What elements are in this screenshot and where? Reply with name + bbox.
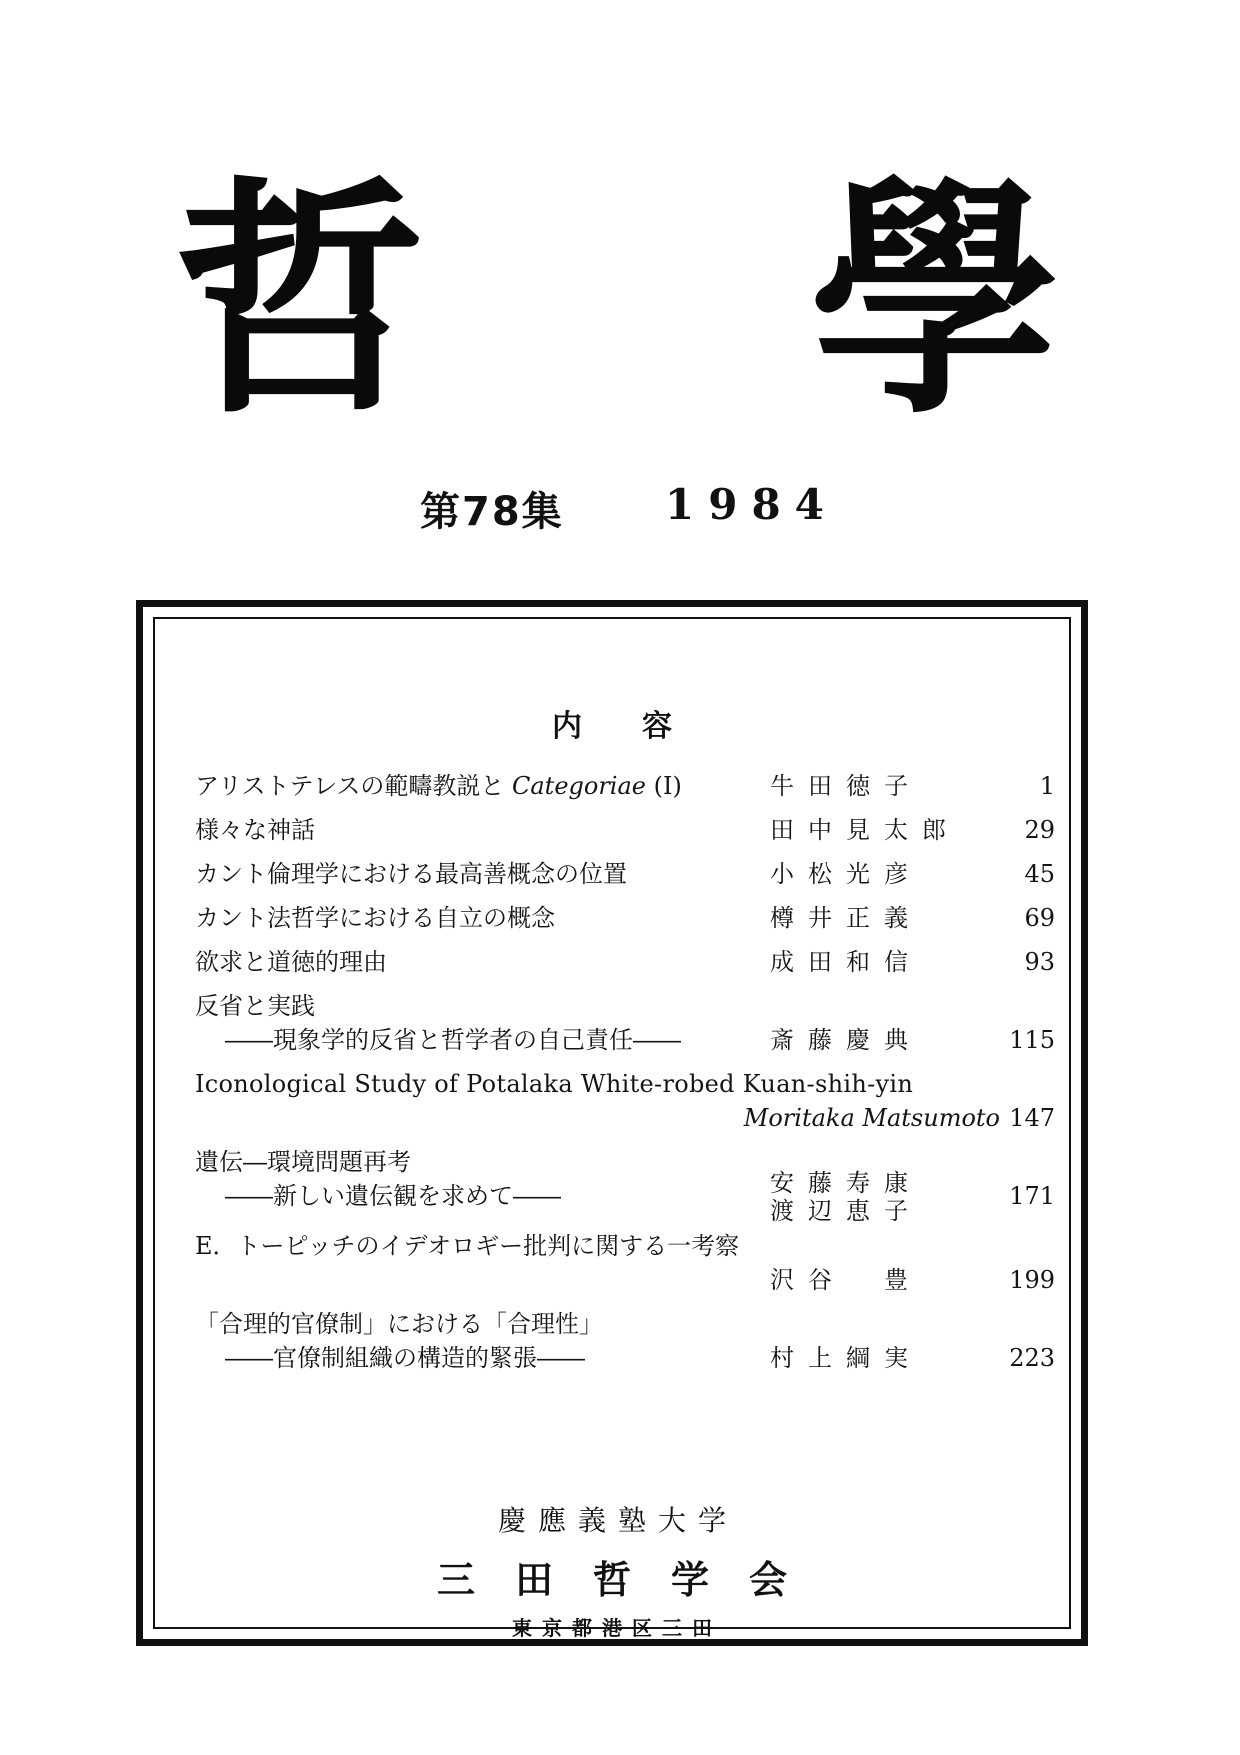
toc-entry-title: 「合理的官僚制」における「合理性」	[195, 1310, 603, 1338]
toc-entry-author: 田中見太郎	[770, 816, 960, 844]
toc-entry-subtitle: ――新しい遺伝観を求めて――	[225, 1182, 561, 1210]
contents-box	[136, 600, 1088, 1646]
publisher-university: 慶應義塾大学	[497, 1504, 738, 1537]
toc-entry-author: 斎藤慶典	[770, 1026, 922, 1054]
title-char-left: 哲	[175, 153, 425, 447]
toc-entry-authors	[770, 1169, 960, 1225]
toc-title-text: アリストテレスの範疇教説と	[195, 772, 505, 800]
toc-entry-page: 69	[1024, 904, 1055, 932]
toc-entry-title: 欲求と道徳的理由	[195, 948, 387, 976]
publisher-society: 三田哲学会	[436, 1557, 827, 1602]
toc-entry	[195, 813, 1055, 847]
issue-line	[0, 480, 1240, 540]
toc-entry-author: 安藤寿康	[770, 1169, 922, 1197]
toc-entry	[195, 1229, 1055, 1297]
toc-entry-title	[195, 769, 682, 803]
toc-entry-subtitle: ――官僚制組織の構造的緊張――	[225, 1344, 585, 1372]
toc-entry	[195, 989, 1055, 1057]
toc-entry-page: 1	[1039, 772, 1055, 800]
toc-entry-author-second: 渡辺恵子	[770, 1197, 922, 1225]
toc-entry-author: 樽井正義	[770, 904, 922, 932]
toc-entry-title: カント法哲学における自立の概念	[195, 904, 555, 932]
toc-title-latin: Categoriae	[512, 772, 646, 800]
toc-entry	[195, 901, 1055, 935]
toc-entry	[195, 1307, 1055, 1375]
toc-entry-page: 45	[1024, 860, 1055, 888]
issue-year: 1984	[665, 480, 838, 529]
toc-entry	[195, 857, 1055, 891]
toc-entry-title: 反省と実践	[195, 992, 315, 1020]
toc-entry	[195, 945, 1055, 979]
toc-entry-title: 様々な神話	[195, 816, 315, 844]
toc-entry-subtitle: ――現象学的反省と哲学者の自己責任――	[225, 1026, 681, 1054]
toc-entry-title: カント倫理学における最高善概念の位置	[195, 860, 627, 888]
toc-entry-page: 223	[1009, 1344, 1055, 1372]
toc-entry-page: 29	[1024, 816, 1055, 844]
toc-entry-page: 199	[1009, 1266, 1055, 1294]
toc-entry-title: Iconological Study of Potalaka White-robed Kuan-shih-yin	[195, 1070, 914, 1098]
toc-entry-author: 小松光彦	[770, 860, 922, 888]
toc-entry-author: 村上綱実	[770, 1344, 922, 1372]
toc-entry-page: 171	[1009, 1182, 1055, 1210]
toc-entry-author: 牛田徳子	[770, 772, 922, 800]
table-of-contents	[195, 769, 1055, 1375]
contents-heading: 内容	[552, 709, 732, 744]
toc-entry	[195, 1067, 1055, 1135]
toc-entry-author: 沢谷 豊	[770, 1266, 922, 1294]
toc-entry-page: 147	[1009, 1104, 1055, 1132]
publisher-address: 東京都港区三田	[512, 1616, 722, 1640]
toc-entry-page: 93	[1024, 948, 1055, 976]
toc-entry-title: 遺伝―環境問題再考	[195, 1148, 411, 1176]
toc-entry	[195, 769, 1055, 803]
toc-entry-author: Moritaka Matsumoto	[743, 1104, 1000, 1132]
toc-entry	[195, 1145, 1055, 1223]
contents-box-inner	[153, 617, 1071, 1640]
toc-entry-title: E．トーピッチのイデオロギー批判に関する一考察	[195, 1232, 740, 1260]
title-char-right: 學	[810, 153, 1060, 447]
toc-title-suffix: (I)	[653, 772, 682, 800]
toc-entry-page: 115	[1009, 1026, 1055, 1054]
issue-number: 第78集	[420, 489, 564, 535]
toc-entry-author: 成田和信	[770, 948, 922, 976]
